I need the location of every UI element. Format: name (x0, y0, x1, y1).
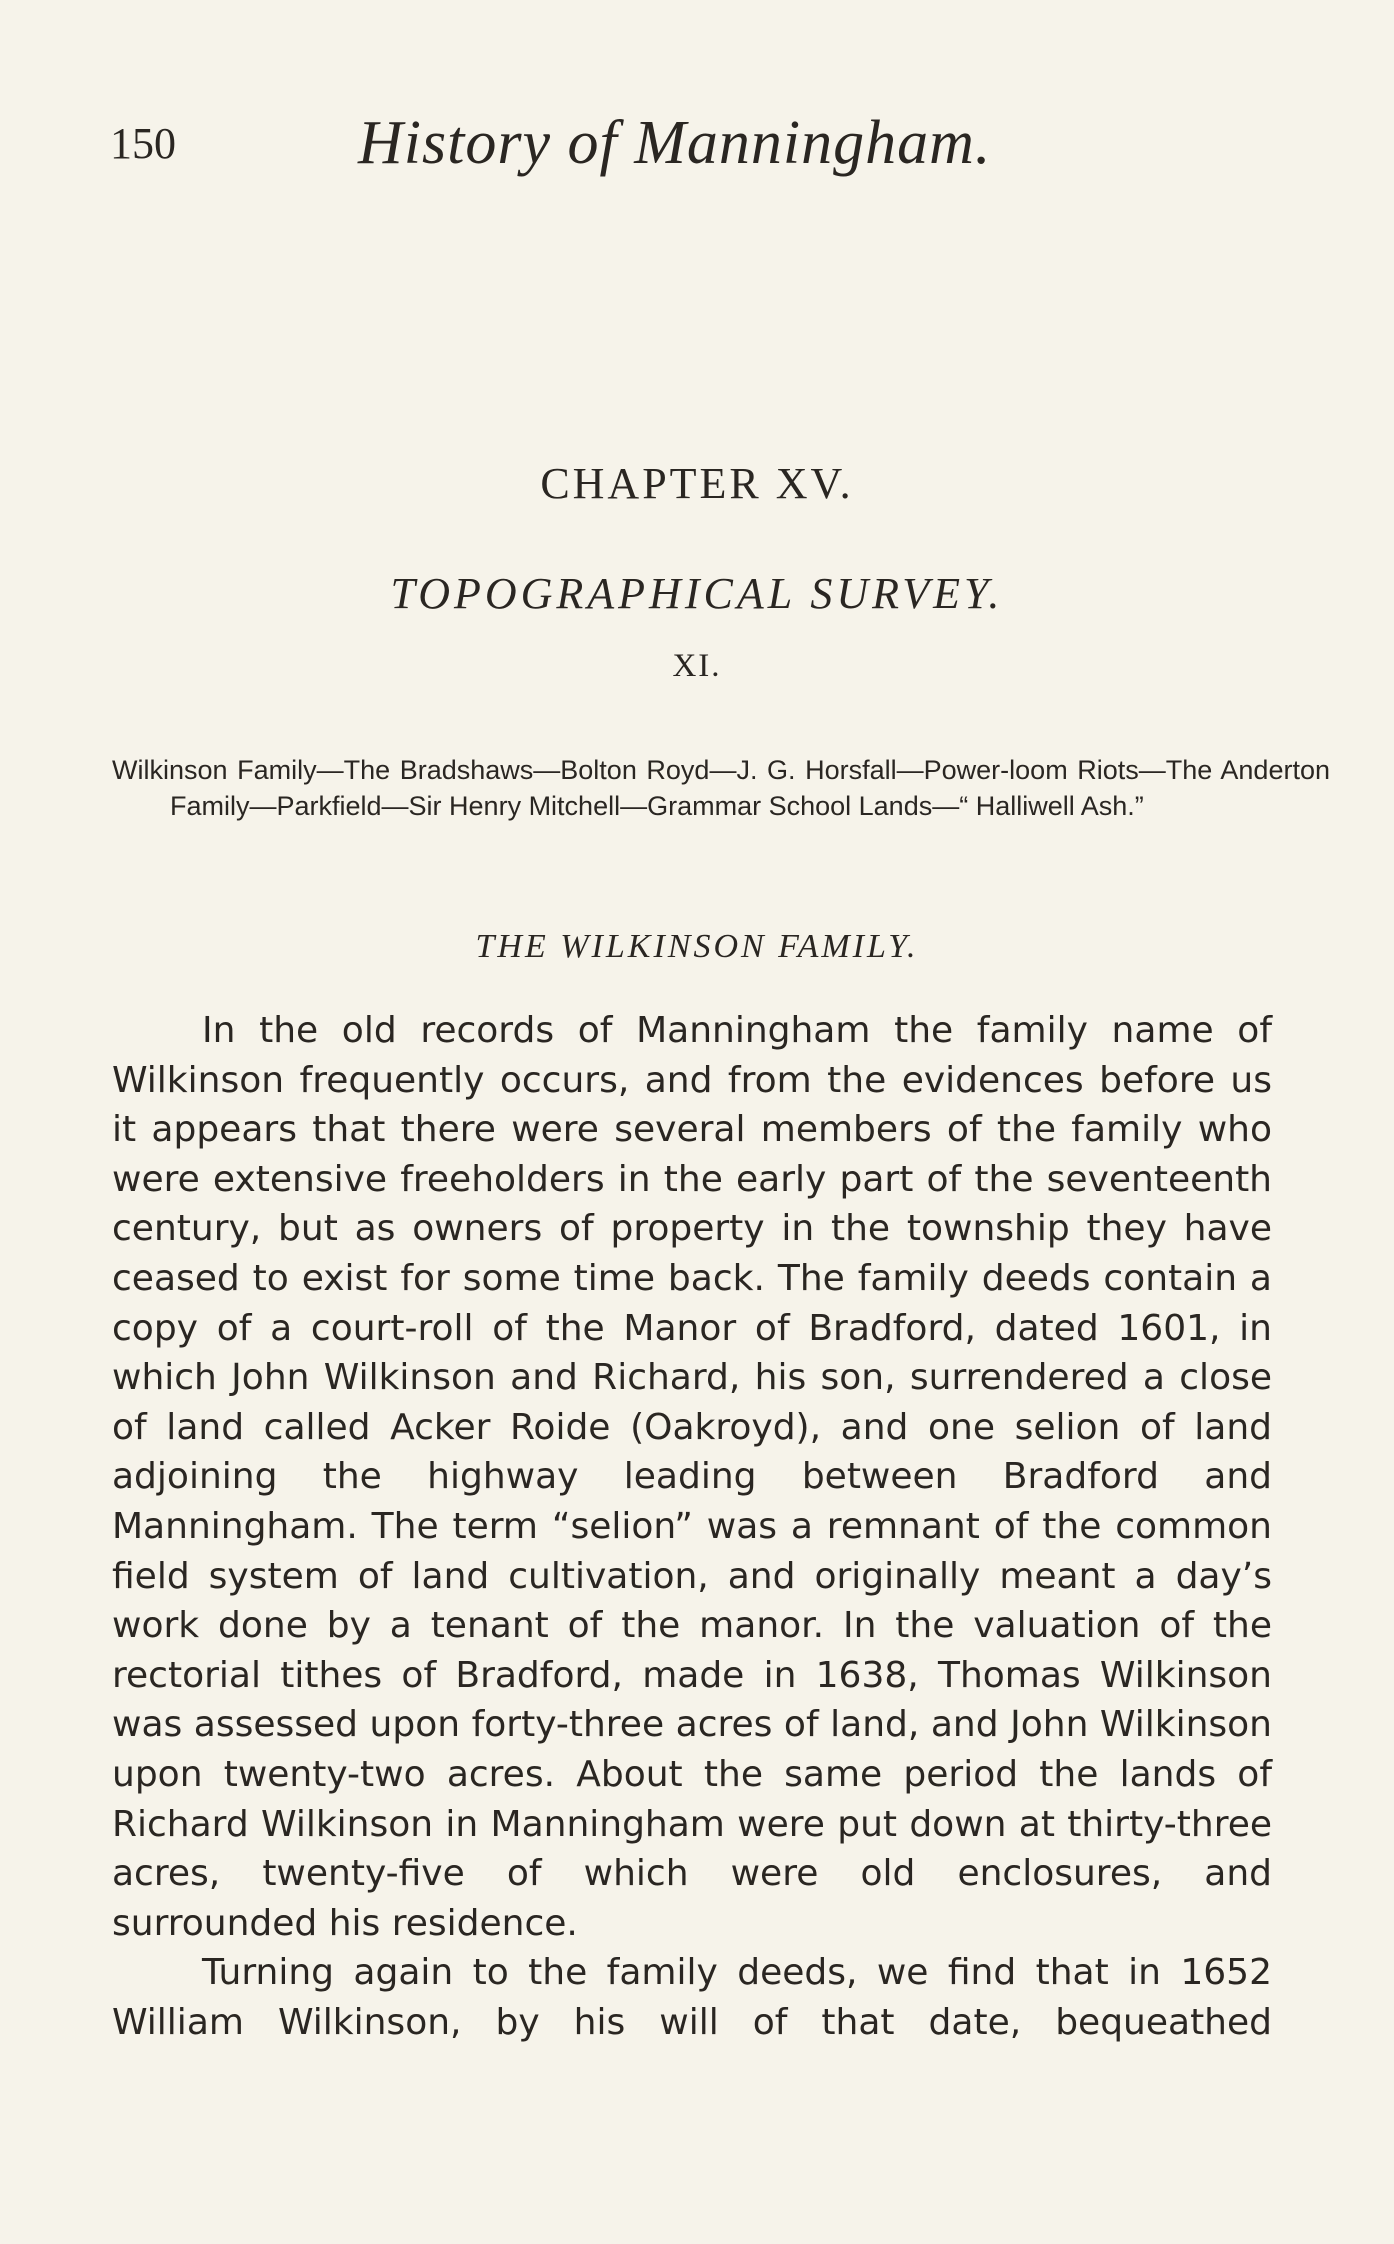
chapter-heading: CHAPTER XV. (540, 459, 854, 508)
running-title: History of Manningham. (358, 109, 992, 177)
page-number: 150 (110, 119, 176, 168)
running-head (110, 108, 1280, 188)
section-title: TOPOGRAPHICAL SURVEY. (390, 569, 1004, 618)
chapter-summary: Wilkinson Family—The Bradshaws—Bolton Royd—J. G. Horsfall—Power-loom Riots—The Anderton Family—Parkfield—Sir Henry Mitchell—Grammar School Lands—“ Halliwell Ash.” (112, 755, 1330, 821)
section-number: XI. (672, 648, 722, 684)
paragraph: Turning again to the family deeds, we find that in 1652 William Wilkinson, by his will of that date, bequeathed (112, 1952, 1272, 2043)
subheading: THE WILKINSON FAMILY. (475, 928, 919, 965)
paragraph: In the old records of Manningham the family name of Wilkinson frequently occurs, and from the evidences before us it appears that there were several members of the family who were extensive freeholders in the early part of the seventeenth century, but as owners of property in the township they have ceased to exist for some time back. The family deeds contain a copy of a court-roll of the Manor of Bradford, dated 1601, in which John Wilkinson and Richard, his son, surrendered a close of land called Acker Roide (Oakroyd), and one selion of land adjoining the highway leading between Bradford and Manningham. The term “selion” was a remnant of the common field system of land cultivation, and originally meant a day’s work done by a tenant of the manor. In the valuation of the rectorial tithes of Bradford, made in 1638, Thomas Wilkinson was assessed upon forty-three acres of land, and John Wilkinson upon twenty-two acres. About the same period the lands of Richard Wilkinson in Manningham were put down at thirty-three acres, twenty-five of which were old enclosures, and surrounded his residence. (112, 1010, 1272, 1944)
body-text (112, 1006, 1272, 2047)
